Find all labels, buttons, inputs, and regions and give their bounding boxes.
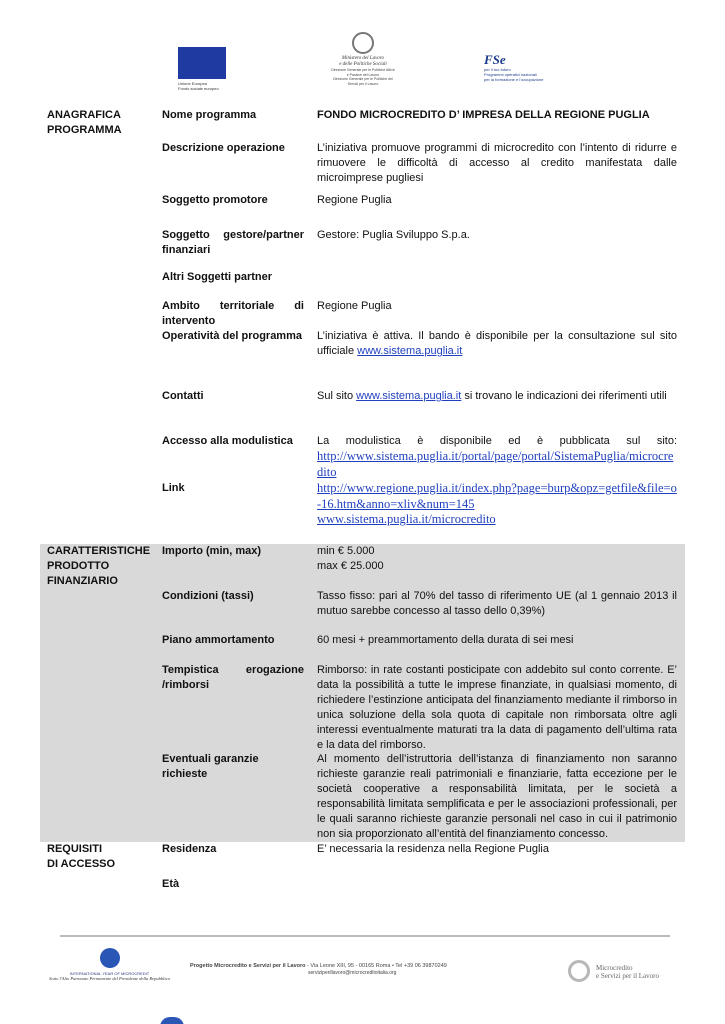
section-requisiti: REQUISITI DI ACCESSO: [47, 843, 116, 870]
value-link: [317, 481, 677, 528]
ministry-directorates: Direzione Generale per le Politiche Attive e Passive del Lavoro Direzione Generale per le Politiche dei Servizi per il Lavoro: [331, 68, 395, 86]
value-importo-min: min € 5.000: [317, 545, 375, 557]
footer-left-subtitle: Sotto l'Alto Patronato Permanente del Presidente della Repubblica: [49, 976, 170, 981]
footer-address-line: [190, 962, 550, 970]
fse-mark: FSe: [484, 52, 506, 67]
footer-left-title: INTERNATIONAL YEAR OF MICROCREDIT: [69, 971, 150, 976]
value-piano-ammortamento: 60 mesi + preammortamento della durata di sei mesi: [317, 634, 574, 646]
sistema-puglia-microcredito-link[interactable]: www.sistema.puglia.it/microcredito: [317, 512, 496, 526]
value-garanzie: Al momento dell’istruttoria dell’istanza di finanziamento non saranno richieste garanzie reali patrimoniali e finanziarie, fatta eccezione per le società cooperative a responsabilità limitata, per le società a responsabilità limitata semplificata e per le associazioni professionali, per le quali saranno richieste garanzie personali nel caso in cui il patrimonio non sia proporzionato all’entità del finanziamento concesso.: [317, 753, 677, 840]
contatti-text-pre: Sul sito: [317, 390, 357, 402]
value-contatti: [317, 389, 677, 404]
regione-puglia-link[interactable]: http://www.regione.puglia.it/index.php?page=burp&opz=getfile&file=o-16.htm&anno=xliv&num=145: [317, 481, 677, 511]
value-condizioni: Tasso fisso: pari al 70% del tasso di riferimento UE (al 1 gennaio 2013 il mutuo sarebbe concesso al tasso dello 0,39%): [317, 590, 677, 617]
label-gestore: Soggetto gestore/partner finanziari: [162, 229, 304, 256]
label-tempistica: Tempistica erogazione /rimborsi: [162, 664, 304, 691]
ministry-name: Ministero del Lavoro e delle Politiche Sociali: [339, 56, 387, 67]
label-condizioni: Condizioni (tassi): [162, 590, 254, 602]
label-piano-ammortamento: Piano ammortamento: [162, 634, 275, 646]
footer-project-name: Progetto Microcredito e Servizi per il Lavoro: [190, 963, 306, 969]
republic-emblem-icon: [352, 32, 374, 54]
label-eta: Età: [162, 878, 180, 890]
value-importo-max: max € 25.000: [317, 560, 384, 572]
eu-flag-icon: [178, 47, 226, 79]
fse-logo: [484, 52, 554, 80]
label-garanzie: Eventuali garanzie richieste: [162, 753, 259, 780]
footer-right-text: Microcredito e Servizi per il Lavoro: [596, 964, 659, 980]
value-accesso-modulistica: La modulistica è disponibile ed è pubblicata sul sito:: [317, 435, 677, 447]
section-anagrafica: ANAGRAFICA PROGRAMMA: [47, 109, 122, 136]
ministry-logo: [330, 32, 396, 96]
accesso-modulistica-link-wrap: [317, 449, 677, 480]
label-descrizione: Descrizione operazione: [162, 142, 285, 154]
header-logos: [0, 30, 725, 100]
label-nome-programma: Nome programma: [162, 109, 257, 121]
value-operativita: [317, 329, 677, 359]
value-ambito: Regione Puglia: [317, 300, 392, 312]
globe-icon: [100, 948, 120, 968]
label-accesso-modulistica: Accesso alla modulistica: [162, 435, 293, 447]
label-residenza: Residenza: [162, 843, 217, 855]
label-operativita: Operatività del programma: [162, 330, 302, 342]
contatti-link[interactable]: www.sistema.puglia.it: [356, 390, 462, 402]
accesso-modulistica-link[interactable]: http://www.sistema.puglia.it/portal/page/portal/SistemaPuglia/microcredito: [317, 449, 674, 479]
value-gestore: Gestore: Puglia Sviluppo S.p.a.: [317, 229, 470, 241]
footer-right-logo: [568, 958, 688, 988]
footer-address: - Via Leone XIII, 95 - 00165 Roma • Tel +39 06 39870249: [305, 963, 447, 969]
label-contatti: Contatti: [162, 390, 204, 402]
next-page-logo-fragment: [160, 1017, 184, 1024]
operativita-text: L’iniziativa è attiva. Il bando è disponibile per la consultazione sul sito ufficiale: [317, 330, 677, 357]
label-promotore: Soggetto promotore: [162, 194, 268, 206]
footer-email: serviziperillavoro@microcreditoitalia.org: [308, 970, 397, 976]
value-descrizione: L’iniziativa promuove programmi di microcredito con l’intento di ridurre e rimuovere le difficoltà di accesso al credito manifestata dalle microimprese pugliesi: [317, 142, 677, 184]
microcredito-ring-icon: [568, 960, 590, 982]
contatti-text-post: si trovano le indicazioni dei riferimenti utili: [461, 390, 667, 402]
fse-caption: per il tuo futuro Programmi operativi nazionali per la formazione e l'occupazione: [484, 67, 544, 82]
value-nome-programma: FONDO MICROCREDITO D’ IMPRESA DELLA REGIONE PUGLIA: [317, 109, 650, 121]
operativita-link[interactable]: www.sistema.puglia.it: [357, 345, 463, 357]
label-ambito: Ambito territoriale di intervento: [162, 300, 304, 327]
label-link: Link: [162, 482, 185, 494]
value-promotore: Regione Puglia: [317, 194, 392, 206]
footer-left-logo: [42, 948, 177, 982]
eu-logo-caption: Unione Europea Fondo sociale europeo: [178, 81, 219, 91]
footer-divider: [60, 935, 670, 937]
label-altri-soggetti: Altri Soggetti partner: [162, 271, 273, 283]
footer-contact: [190, 962, 550, 977]
section-caratteristiche: CARATTERISTICHE PRODOTTO FINANZIARIO: [47, 545, 151, 587]
label-importo: Importo (min, max): [162, 545, 262, 557]
value-tempistica: Rimborso: in rate costanti posticipate con addebito sul conto corrente. E’ data la possibilità a tutte le imprese finanziate, in qualsiasi momento, di richiedere l’estinzione anticipata del finanziamento mediante il rimborso in unica soluzione della sola quota di capitale non rimborsata oltre agli interessi eventualmente maturati tra la data di pagamento dell’ultima rata e la data del rimborso.: [317, 664, 677, 751]
value-residenza: E’ necessaria la residenza nella Regione Puglia: [317, 843, 549, 855]
